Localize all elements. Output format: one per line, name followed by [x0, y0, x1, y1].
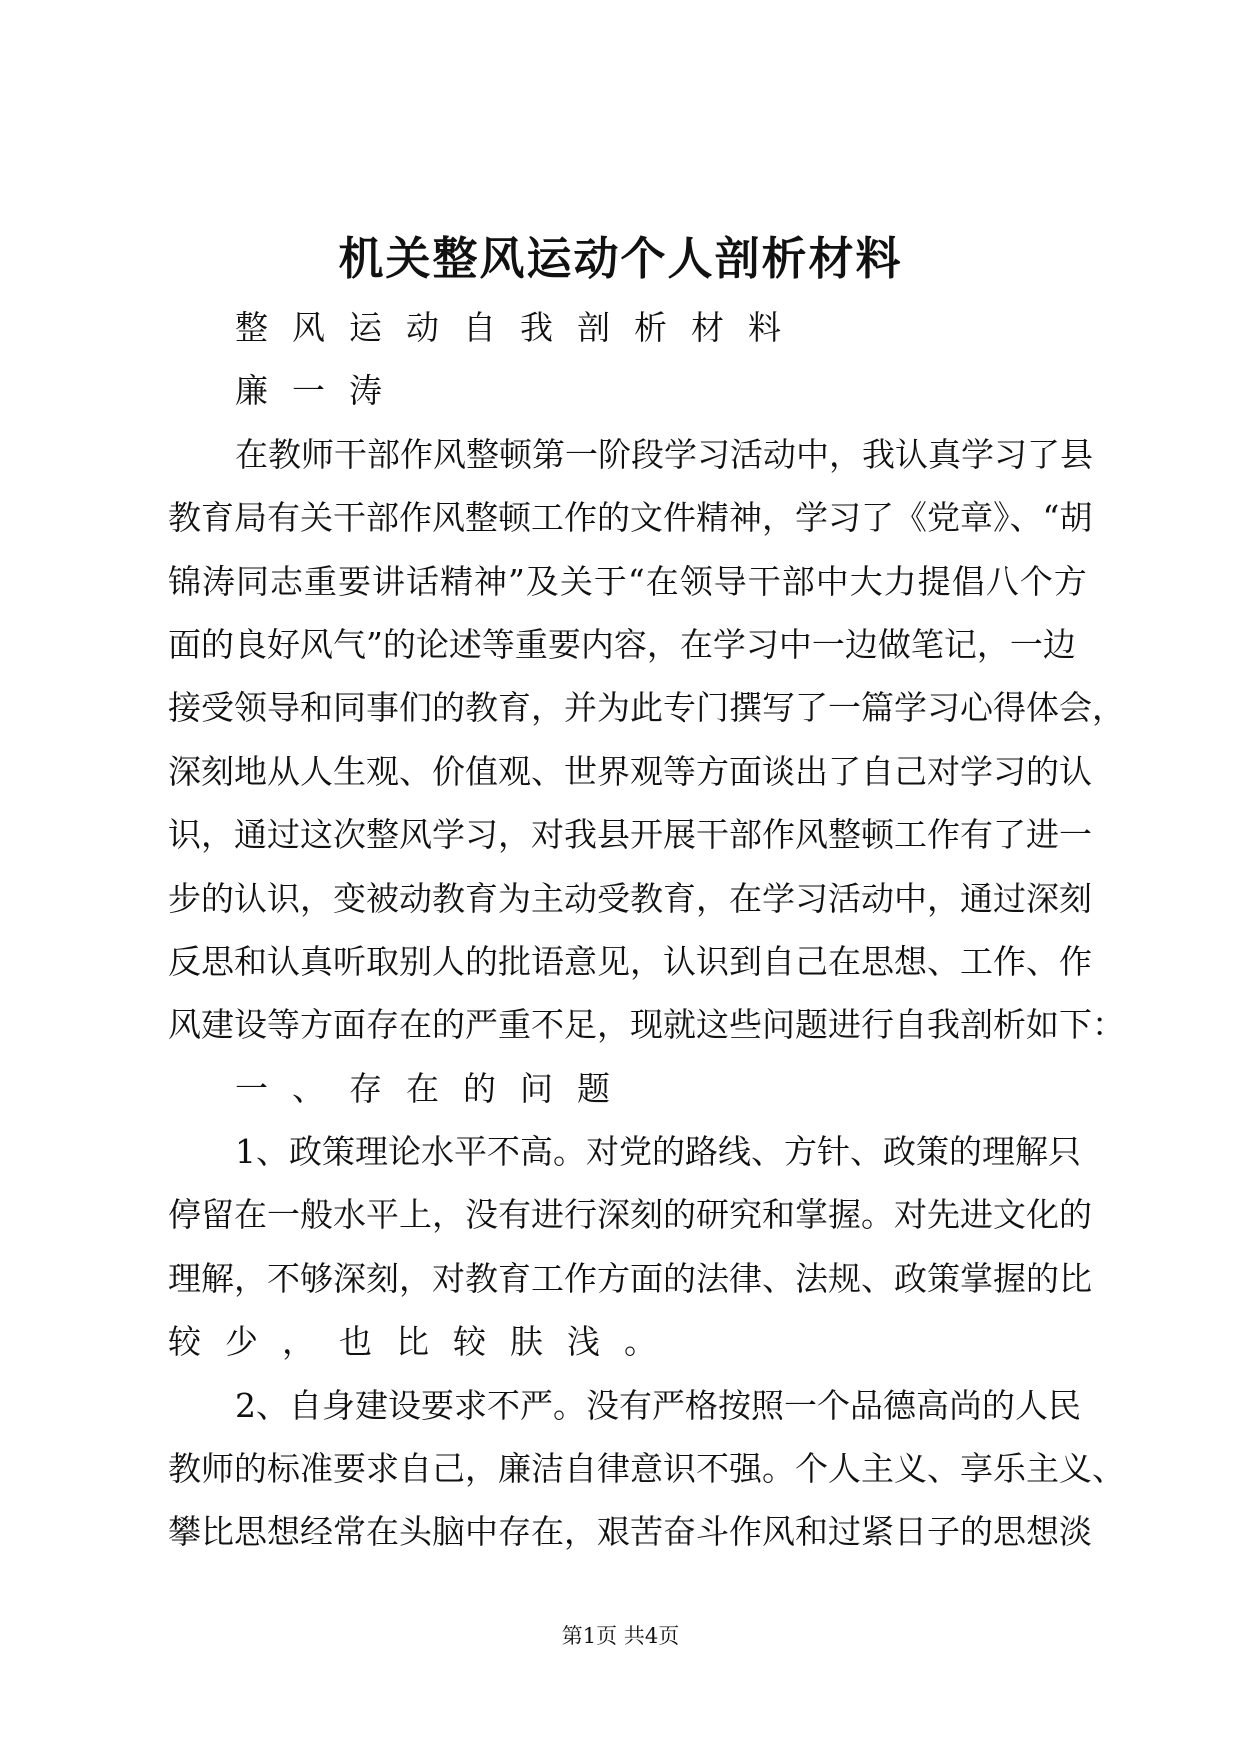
text-line: 接受领导和同事们的教育，并为此专门撰写了一篇学习心得体会， — [168, 688, 1125, 728]
text-line: 步的认识，变被动教育为主动受教育，在学习活动中，通过深刻 — [168, 878, 1092, 918]
text-line: 深刻地从人生观、价值观、世界观等方面谈出了自己对学习的认 — [168, 751, 1092, 791]
text-line: 锦涛同志重要讲话精神”及关于“在领导干部中大力提倡八个方 — [168, 561, 1088, 601]
text-line: 识，通过这次整风学习，对我县开展干部作风整顿工作有了进一 — [168, 815, 1092, 855]
text-line: 2、自身建设要求不严。没有严格按照一个品德高尚的人民 — [235, 1385, 1081, 1425]
text-line: 1、政策理论水平不高。对党的路线、方针、政策的理解只 — [235, 1132, 1081, 1172]
text-line: 整风运动自我剖析材料 — [235, 308, 805, 347]
text-line: 理解，不够深刻，对教育工作方面的法律、法规、政策掌握的比 — [168, 1258, 1092, 1298]
text-line: 教师的标准要求自己，廉洁自律意识不强。个人主义、享乐主义、 — [168, 1449, 1125, 1489]
text-line: 反思和认真听取别人的批语意见，认识到自己在思想、工作、作 — [168, 941, 1092, 981]
page-footer: 第1页 共4页 — [561, 1624, 680, 1648]
text-line: 教育局有关干部作风整顿工作的文件精神，学习了《党章》、“胡 — [168, 498, 1093, 538]
text-line: 攀比思想经常在头脑中存在，艰苦奋斗作风和过紧日子的思想淡 — [168, 1512, 1092, 1552]
document-title: 机关整风运动个人剖析材料 — [338, 232, 903, 285]
text-line: 停留在一般水平上，没有进行深刻的研究和掌握。对先进文化的 — [168, 1195, 1092, 1235]
text-line: 面的良好风气”的论述等重要内容，在学习中一边做笔记，一边 — [168, 624, 1076, 664]
document-body — [168, 296, 1125, 1564]
text-line: 廉一涛 — [235, 371, 406, 411]
text-line: 在教师干部作风整顿第一阶段学习活动中，我认真学习了县 — [235, 434, 1093, 474]
text-line: 一、存在的问题 — [235, 1068, 634, 1108]
text-line: 较少，也比较肤浅。 — [168, 1322, 681, 1362]
text-line: 风建设等方面存在的严重不足，现就这些问题进行自我剖析如下： — [168, 1005, 1125, 1045]
